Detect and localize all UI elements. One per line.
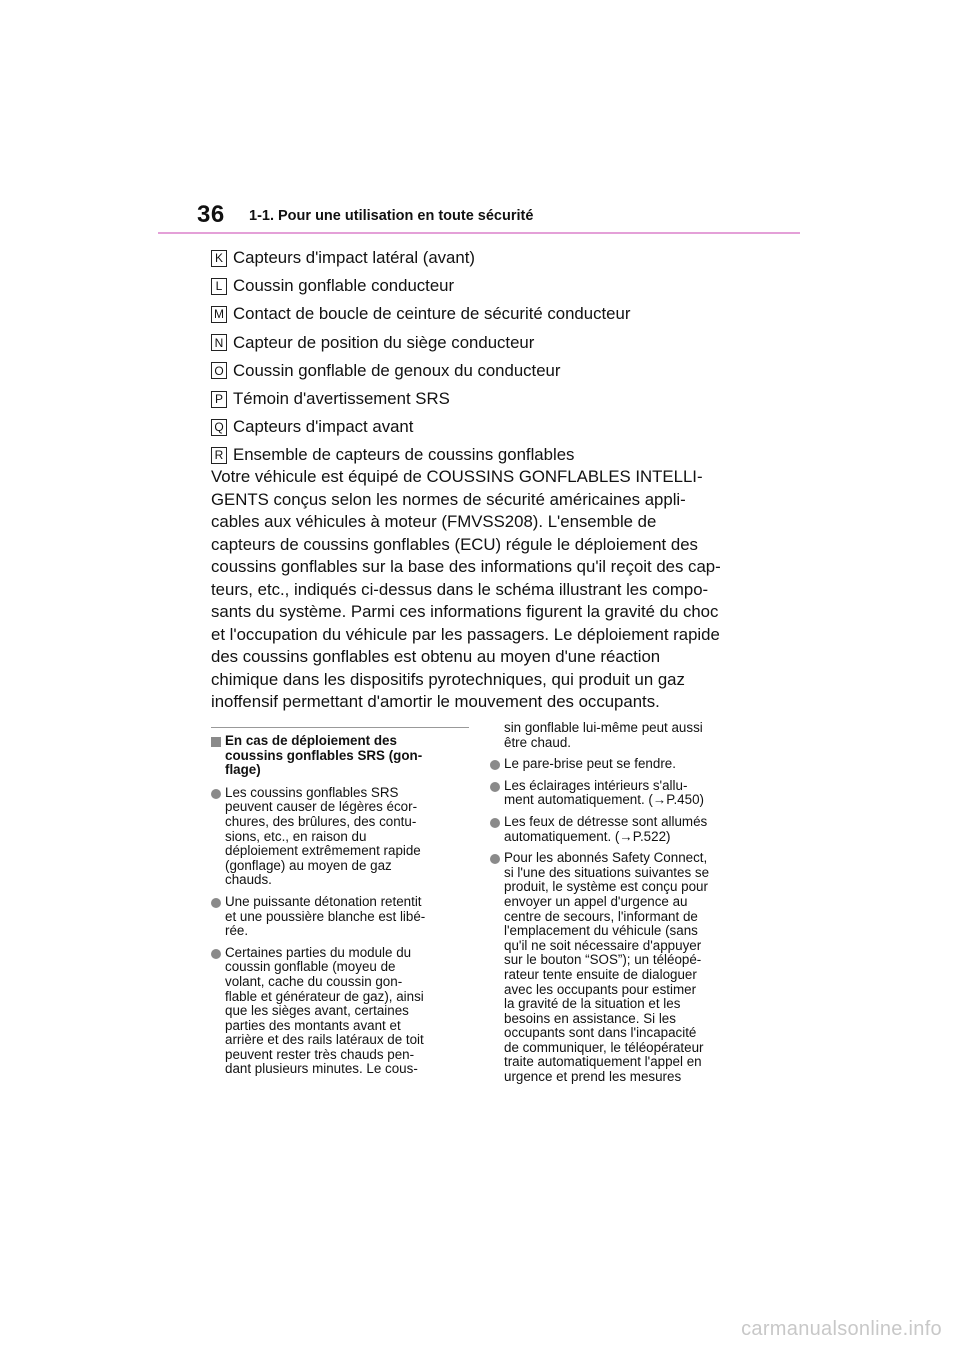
legend-key: K <box>211 250 227 267</box>
watermark: carmanualsonline.info <box>741 1318 942 1340</box>
legend-key: L <box>211 278 227 295</box>
continued-text: sin gonflable lui-même peut aussi être chaud. <box>504 720 703 750</box>
intro-line: des coussins gonflables est obtenu au moyen d'une réaction <box>211 647 661 666</box>
legend-item <box>211 244 630 272</box>
bullet-item: Les éclairages intérieurs s'allu- ment automatiquement. (→P.450) <box>490 779 760 808</box>
intro-paragraph <box>211 466 751 714</box>
intro-line: inoffensif permettant d'amortir le mouvement des occupants. <box>211 692 660 711</box>
legend-key: Q <box>211 419 227 436</box>
intro-line: et l'occupation du véhicule par les passagers. Le déploiement rapide <box>211 624 720 644</box>
left-column <box>211 734 473 1084</box>
legend-text: Capteurs d'impact avant <box>233 417 414 437</box>
legend-text: Coussin gonflable de genoux du conducteur <box>233 360 561 380</box>
round-bullet-icon <box>490 782 500 792</box>
bullet-item: Une puissante détonation retentit et une poussière blanche est libé- rée. <box>211 895 473 939</box>
square-bullet-icon <box>211 737 221 747</box>
intro-line: GENTS conçus selon les normes de sécurité américaines appli- <box>211 489 686 509</box>
legend-item <box>211 413 630 441</box>
intro-line: Votre véhicule est équipé de COUSSINS GONFLABLES INTELLI- <box>211 467 703 486</box>
intro-line: capteurs de coussins gonflables (ECU) régule le déploiement des <box>211 534 698 554</box>
legend-key: O <box>211 362 227 379</box>
legend-item <box>211 385 630 413</box>
legend-text: Capteurs d'impact latéral (avant) <box>233 248 475 268</box>
bullet-item: Les coussins gonflables SRS peuvent causer de légères écor- chures, des brûlures, des contu- sions, etc., en raison du déploiement extrêmement rapide (gonflage) au moyen de gaz chauds. <box>211 786 473 888</box>
bullet-item: Pour les abonnés Safety Connect, si l'une des situations suivantes se produit, le système est conçu pour envoyer un appel d'urgence au centre de secours, l'informant de l'emplacement du véhicule (sans qu'il ne soit nécessaire d'appuyer sur le bouton “SOS”); un téléopé- rateur tente ensuite de dialoguer avec les occupants pour estimer la gravité de la situation et les besoins en assistance. Si les occupants sont dans l'incapacité de communiquer, le téléopérateur traite automatiquement l'appel en urgence et prend les mesures <box>490 851 760 1085</box>
round-bullet-icon <box>490 818 500 828</box>
bullet-item: Certaines parties du module du coussin gonflable (moyeu de volant, cache du coussin gon- flable et générateur de gaz), ainsi que les sièges avant, certaines parties des montants avant et arrière et des rails latéraux de toit peuvent rester très chauds pen- dant plusieurs minutes. Le cous- <box>211 946 473 1077</box>
round-bullet-icon <box>211 949 221 959</box>
round-bullet-icon <box>490 760 500 770</box>
legend-text: Capteur de position du siège conducteur <box>233 332 535 352</box>
legend-text: Coussin gonflable conducteur <box>233 276 455 296</box>
round-bullet-icon <box>211 789 221 799</box>
legend-item <box>211 272 630 300</box>
intro-line: coussins gonflables sur la base des informations qu'il reçoit des cap- <box>211 557 721 576</box>
section-heading: En cas de déploiement des coussins gonflables SRS (gon- flage) <box>211 734 473 778</box>
legend-item <box>211 357 630 385</box>
round-bullet-icon <box>211 898 221 908</box>
round-bullet-icon <box>490 854 500 864</box>
bullet-item: Le pare-brise peut se fendre. <box>490 757 760 772</box>
column-divider <box>211 727 469 728</box>
bullet-item: Les feux de détresse sont allumés automatiquement. (→P.522) <box>490 815 760 844</box>
legend-key: P <box>211 391 227 408</box>
intro-line: teurs, etc., indiqués ci-dessus dans le schéma illustrant les compo- <box>211 579 709 599</box>
section-title: 1-1. Pour une utilisation en toute sécurité <box>249 208 534 224</box>
header-rule <box>158 232 800 234</box>
legend-text: Témoin d'avertissement SRS <box>233 389 450 409</box>
intro-line: chimique dans les dispositifs pyrotechniques, qui produit un gaz <box>211 669 685 689</box>
legend-item <box>211 329 630 357</box>
legend-text: Contact de boucle de ceinture de sécurité conducteur <box>233 304 631 324</box>
intro-line: cables aux véhicules à moteur (FMVSS208). L'ensemble de <box>211 512 657 531</box>
legend-key: M <box>211 306 227 323</box>
intro-line: sants du système. Parmi ces informations figurent la gravité du choc <box>211 602 719 621</box>
right-column <box>490 721 760 1092</box>
legend-item <box>211 300 630 328</box>
legend-key: R <box>211 447 227 464</box>
legend-text: Ensemble de capteurs de coussins gonflables <box>233 445 575 465</box>
page-number: 36 <box>197 201 225 228</box>
component-legend <box>211 244 630 470</box>
legend-key: N <box>211 334 227 351</box>
